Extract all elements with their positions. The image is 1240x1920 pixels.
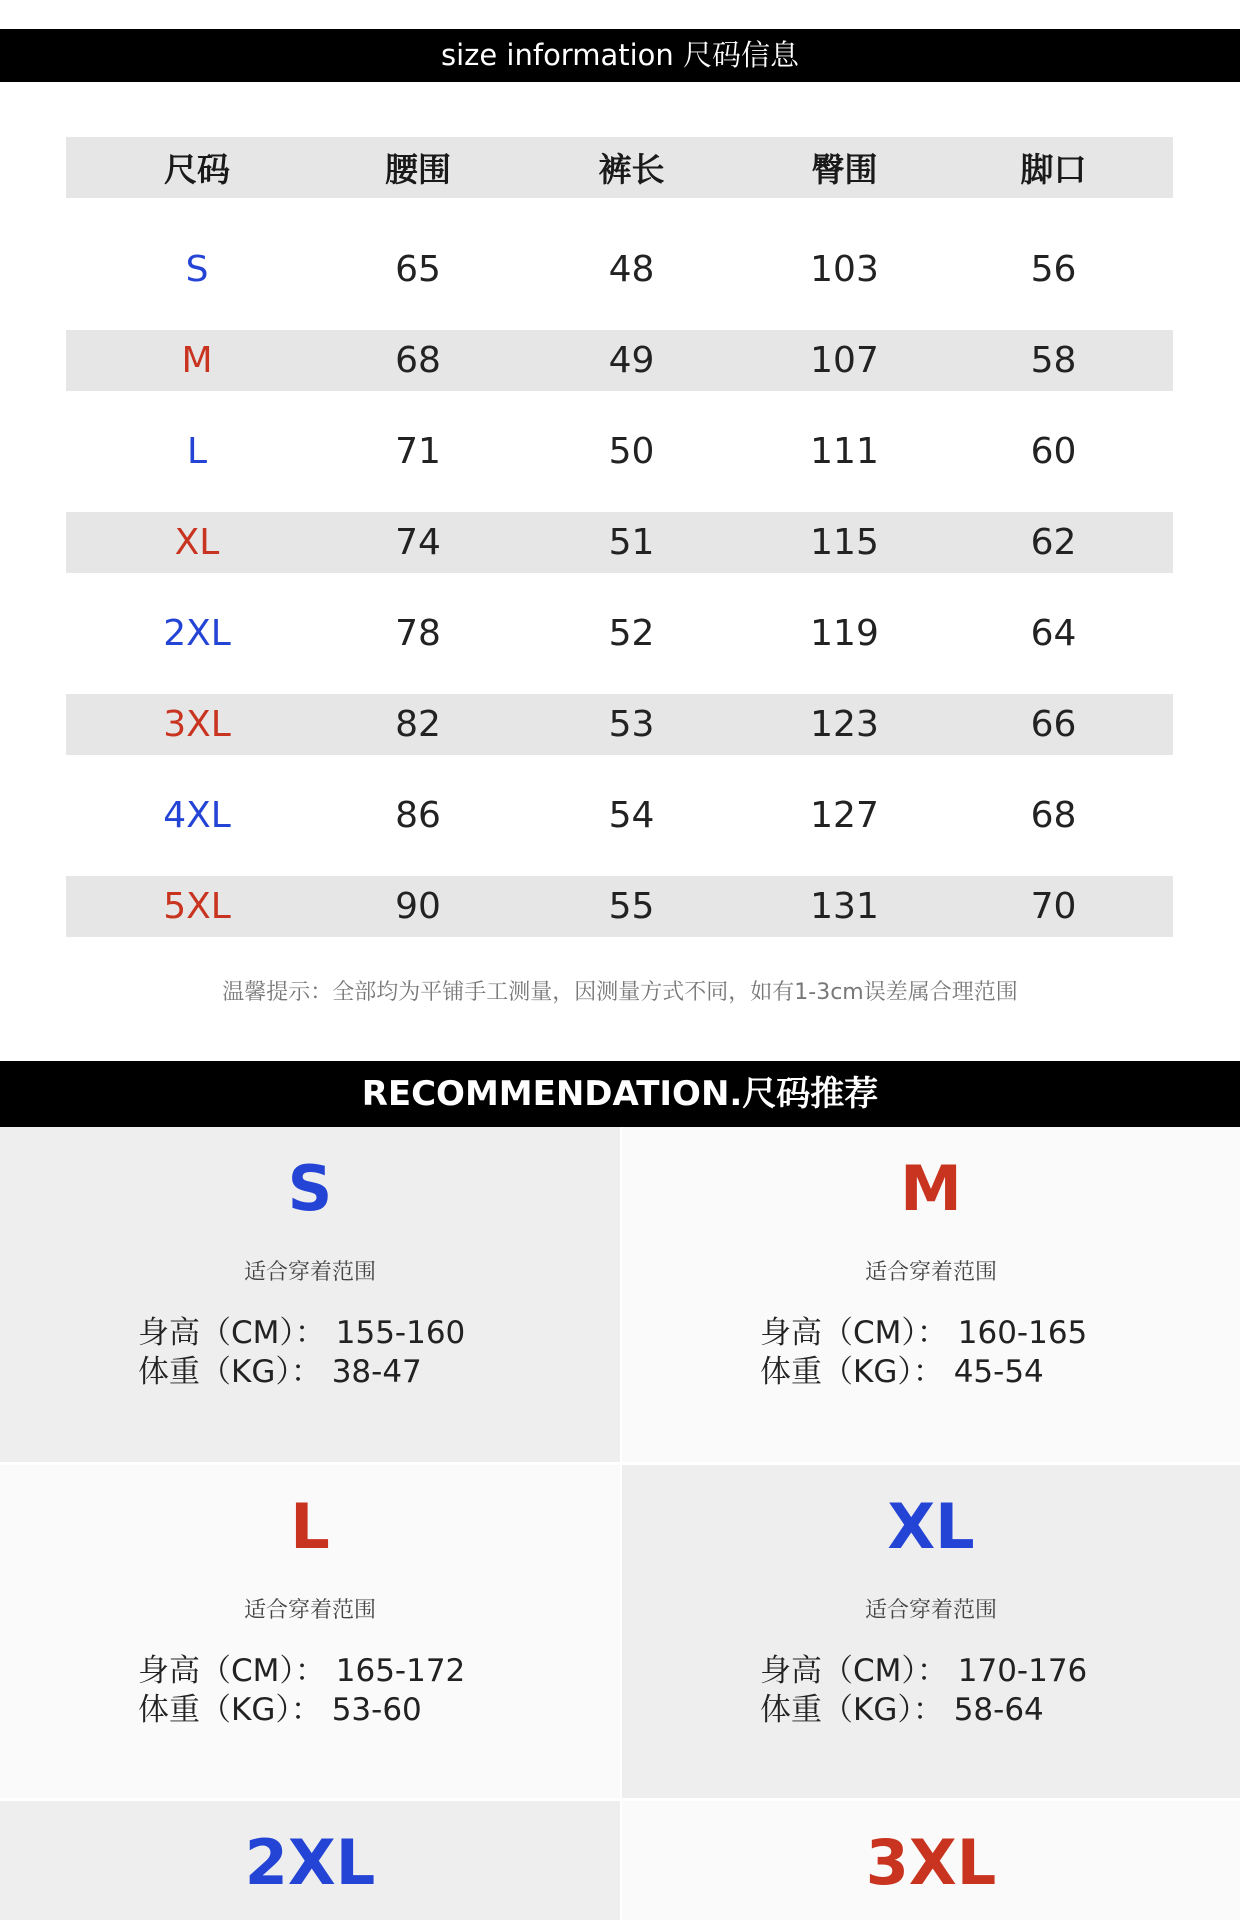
card-size-label: S: [287, 1152, 333, 1225]
table-row: [66, 239, 1173, 300]
header-size: 尺码: [164, 150, 230, 189]
table-row: [66, 603, 1173, 664]
hem-value: 56: [1030, 249, 1077, 290]
waist-value: 65: [395, 249, 441, 290]
size-label: M: [181, 340, 213, 381]
length-value: 48: [608, 249, 655, 290]
recommendation-card-l: [0, 1465, 620, 1798]
hem-value: 66: [1030, 704, 1077, 745]
table-row: [66, 512, 1173, 573]
header-hip: 臀围: [811, 150, 878, 189]
hem-value: 64: [1030, 613, 1077, 654]
recommendation-card-xl: [622, 1465, 1240, 1798]
table-row: [66, 694, 1173, 755]
table-header-row: [66, 137, 1173, 198]
recommendation-banner: RECOMMENDATION.尺码推荐: [0, 1061, 1240, 1127]
length-value: 49: [608, 340, 655, 381]
hem-value: 70: [1030, 886, 1077, 927]
card-weight-range: 体重（KG）： 53-60: [138, 1692, 422, 1728]
waist-value: 90: [395, 886, 441, 927]
measurement-note: 温馨提示：全部均为平铺手工测量，因测量方式不同，如有1-3cm误差属合理范围: [222, 980, 1018, 1005]
card-subtitle: 适合穿着范围: [864, 1260, 997, 1285]
length-value: 50: [608, 431, 655, 472]
size-info-banner: size information 尺码信息: [0, 29, 1240, 82]
hip-value: 123: [810, 704, 879, 745]
waist-value: 71: [395, 431, 441, 472]
size-label: 4XL: [163, 795, 231, 836]
length-value: 55: [608, 886, 655, 927]
header-hem: 脚口: [1020, 150, 1087, 189]
hip-value: 103: [810, 249, 879, 290]
hem-value: 62: [1030, 522, 1077, 563]
table-row: [66, 785, 1173, 846]
size-label: XL: [174, 522, 220, 563]
hip-value: 127: [810, 795, 879, 836]
card-weight-range: 体重（KG）： 45-54: [760, 1354, 1044, 1390]
hem-value: 58: [1030, 340, 1077, 381]
recommendation-card-2xl: [0, 1801, 620, 1920]
size-label: 2XL: [163, 613, 231, 654]
waist-value: 74: [395, 522, 441, 563]
recommendation-card-m: [622, 1127, 1240, 1462]
size-label: S: [185, 249, 209, 290]
length-value: 52: [608, 613, 655, 654]
length-value: 53: [608, 704, 655, 745]
hip-value: 115: [810, 522, 879, 563]
card-subtitle: 适合穿着范围: [243, 1598, 376, 1623]
card-size-label: XL: [887, 1490, 975, 1563]
length-value: 54: [608, 795, 655, 836]
card-subtitle: 适合穿着范围: [243, 1260, 376, 1285]
card-height-range: 身高（CM）： 160-165: [760, 1315, 1088, 1351]
table-row: [66, 876, 1173, 937]
card-size-label: 2XL: [244, 1826, 376, 1899]
hem-value: 60: [1030, 431, 1077, 472]
size-label: 3XL: [163, 704, 231, 745]
card-height-range: 身高（CM）： 165-172: [138, 1653, 466, 1689]
size-label: 5XL: [163, 886, 231, 927]
hem-value: 68: [1030, 795, 1077, 836]
length-value: 51: [608, 522, 655, 563]
card-size-label: M: [900, 1152, 962, 1225]
card-weight-range: 体重（KG）： 38-47: [138, 1354, 422, 1390]
card-subtitle: 适合穿着范围: [864, 1598, 997, 1623]
card-height-range: 身高（CM）： 155-160: [138, 1315, 466, 1351]
waist-value: 86: [395, 795, 441, 836]
table-row: [66, 421, 1173, 482]
hip-value: 107: [810, 340, 879, 381]
recommendation-card-s: [0, 1127, 620, 1462]
card-size-label: 3XL: [865, 1826, 997, 1899]
header-length: 裤长: [598, 150, 665, 189]
waist-value: 82: [395, 704, 441, 745]
recommendation-card-3xl: [622, 1801, 1240, 1920]
hip-value: 111: [810, 431, 879, 472]
table-row: [66, 330, 1173, 391]
hip-value: 131: [810, 886, 879, 927]
size-label: L: [186, 431, 208, 472]
waist-value: 78: [395, 613, 441, 654]
card-size-label: L: [290, 1490, 330, 1563]
card-height-range: 身高（CM）： 170-176: [760, 1653, 1088, 1689]
header-waist: 腰围: [385, 150, 451, 189]
waist-value: 68: [395, 340, 441, 381]
hip-value: 119: [810, 613, 879, 654]
card-weight-range: 体重（KG）： 58-64: [760, 1692, 1044, 1728]
